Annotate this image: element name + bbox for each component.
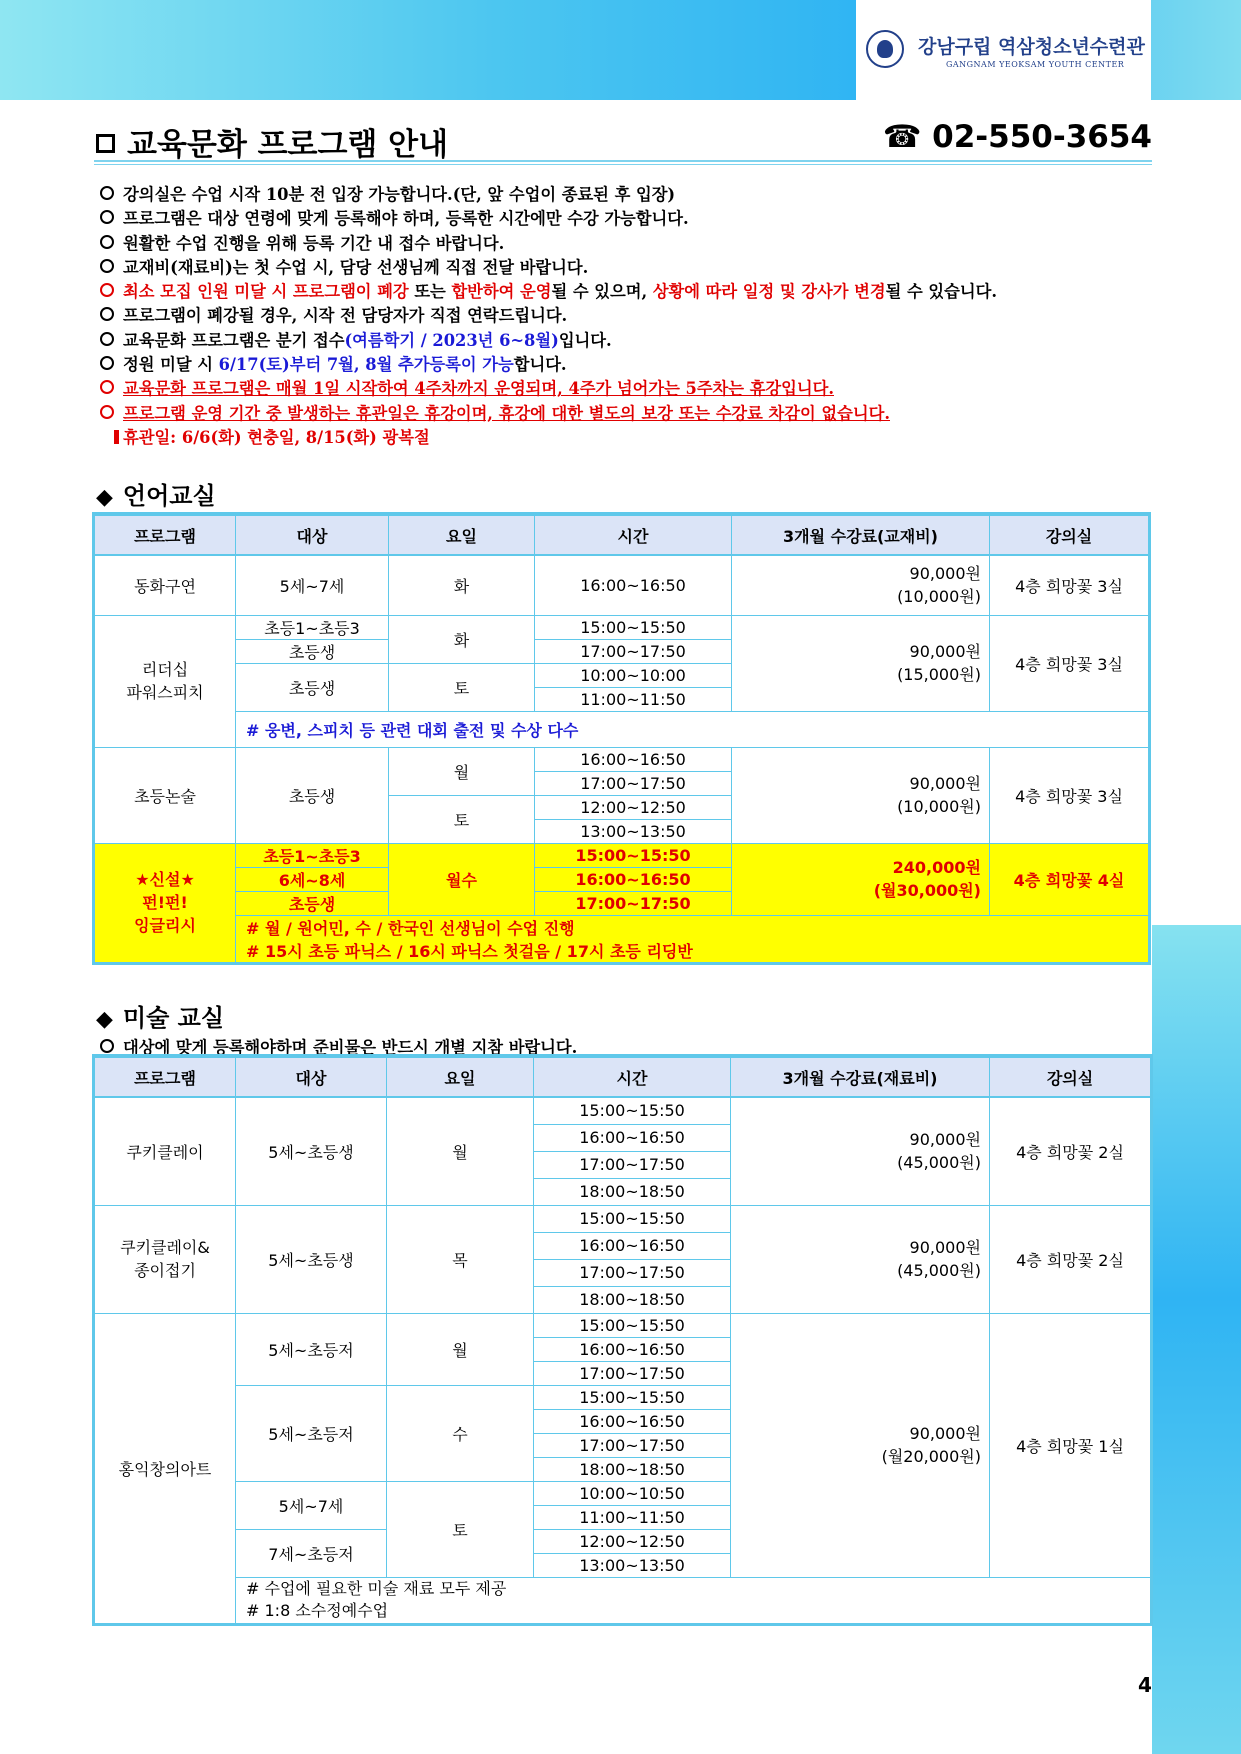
notice-text: 정원 미달 시: [123, 355, 219, 375]
circle-bullet-icon: [100, 259, 114, 273]
room: 4층 희망꽃 3실: [990, 747, 1149, 843]
column-header: 강의실: [990, 515, 1149, 555]
circle-bullet-icon: [100, 332, 114, 346]
fee: 90,000원: [909, 774, 981, 793]
table-row: [95, 711, 1149, 747]
time: 15:00~15:50: [534, 1385, 731, 1409]
note-line: # 1:8 소수정예수업: [246, 1601, 389, 1620]
column-header: 강의실: [990, 1057, 1151, 1097]
divider: [94, 164, 1152, 165]
notice-item: [100, 353, 1150, 377]
circle-bullet-icon: [100, 235, 114, 249]
notice-text: 입니다.: [558, 330, 612, 350]
notice-item: [100, 402, 1150, 426]
program-name: 쿠키클레이& 종이접기: [95, 1205, 236, 1313]
column-header: 3개월 수강료(교재비): [732, 515, 990, 555]
notice-text: 최소 모집 인원 미달 시 프로그램이 폐강: [123, 282, 409, 302]
day: 토: [387, 1481, 534, 1577]
table-row: [95, 555, 1149, 615]
time: 12:00~12:50: [535, 795, 732, 819]
section-heading-art: [96, 998, 224, 1033]
circle-bullet-icon: [100, 356, 114, 370]
time: 15:00~15:50: [534, 1313, 731, 1337]
day: 월수: [389, 843, 535, 915]
program-name: 동화구연: [95, 555, 236, 615]
column-header: 요일: [387, 1057, 534, 1097]
target: 초등생: [236, 639, 389, 663]
target: 5세~초등생: [236, 1097, 387, 1205]
target: 5세~7세: [236, 1481, 387, 1529]
page-title: [96, 119, 448, 164]
table-row: [95, 1313, 1151, 1337]
time: 17:00~17:50: [534, 1259, 731, 1286]
day: 월: [387, 1097, 534, 1205]
fee: 90,000원: [909, 1238, 981, 1257]
target: 초등1~초등3: [236, 843, 389, 867]
day: 월: [387, 1313, 534, 1385]
note-line: # 수업에 필요한 미술 재료 모두 제공: [246, 1579, 507, 1598]
notice-text: (여름학기 / 2023년 6~8월): [344, 330, 559, 350]
notice-text: 상황에 따라 일정 및 강사가 변경: [652, 282, 886, 302]
notice-text: 또는: [408, 282, 452, 302]
notice-text: 프로그램이 폐강될 경우, 시작 전 담당자가 직접 연락드립니다.: [123, 306, 568, 326]
time: 17:00~17:50: [534, 1433, 731, 1457]
time: 18:00~18:50: [534, 1286, 731, 1313]
holiday-notice: [100, 426, 1150, 450]
notice-text: 합니다.: [513, 355, 567, 375]
target: 7세~초등저: [236, 1529, 387, 1577]
notice-text: 합반하여 운영: [451, 282, 552, 302]
target: 초등생: [236, 663, 389, 711]
column-header: 3개월 수강료(재료비): [731, 1057, 990, 1097]
diamond-icon: ◆: [96, 1007, 113, 1032]
fee-cell: [731, 1097, 990, 1205]
time: 13:00~13:50: [534, 1553, 731, 1577]
fee: 90,000원: [909, 1130, 981, 1150]
column-header: 요일: [389, 515, 535, 555]
notice-item: [100, 304, 1150, 328]
notice-item: [100, 280, 1150, 304]
time: 12:00~12:50: [534, 1529, 731, 1553]
time: 13:00~13:50: [535, 819, 732, 843]
material-fee: (15,000원): [897, 665, 981, 684]
notice-item: [100, 329, 1150, 353]
checkbox-icon: [96, 134, 115, 153]
notice-text: 교재비(재료비)는 첫 수업 시, 담당 선생님께 직접 전달 바랍니다.: [123, 257, 589, 277]
time: 16:00~16:50: [535, 747, 732, 771]
day: 화: [389, 615, 535, 663]
material-fee: (45,000원): [897, 1153, 981, 1173]
org-name-en: GANGNAM YEOKSAM YOUTH CENTER: [946, 60, 1125, 69]
time: 17:00~17:50: [535, 639, 732, 663]
notice-item: [100, 232, 1150, 256]
column-header: 대상: [236, 515, 389, 555]
circle-bullet-icon: [100, 1039, 114, 1053]
notice-text: 강의실은 수업 시작 10분 전 입장 가능합니다.(단, 앞 수업이 종료된 후 입장): [123, 185, 676, 204]
section-heading-language: [96, 476, 216, 511]
time: 15:00~15:50: [534, 1205, 731, 1232]
day: 수: [387, 1385, 534, 1481]
notice-item: [100, 207, 1150, 231]
divider: [94, 160, 1152, 162]
art-table: [94, 1056, 1151, 1624]
circle-bullet-icon: [100, 405, 114, 419]
time: 18:00~18:50: [534, 1457, 731, 1481]
circle-bullet-icon: [100, 380, 114, 394]
target: 초등생: [236, 747, 389, 843]
target: 5세~초등생: [236, 1205, 387, 1313]
column-header: 프로그램: [95, 1057, 236, 1097]
notice-list: [100, 183, 1150, 450]
program-name: 리더십 파워스피치: [95, 615, 236, 747]
notice-text: 교육문화 프로그램은 매월 1일 시작하여 4주차까지 운영되며, 4주가 넘어가는 5주차는 휴강입니다.: [123, 379, 834, 399]
table-row: [95, 1097, 1151, 1124]
section-title: 미술 교실: [122, 1004, 225, 1032]
table-row: [95, 615, 1149, 639]
target: 6세~8세: [236, 867, 389, 891]
room: 4층 희망꽃 3실: [990, 615, 1149, 711]
target: 5세~초등저: [236, 1313, 387, 1385]
notice-text: 프로그램은 대상 연령에 맞게 등록해야 하며, 등록한 시간에만 수강 가능합니다.: [123, 209, 689, 229]
notice-item: [100, 183, 1150, 207]
side-band: [1152, 925, 1241, 1754]
column-header: 시간: [535, 515, 732, 555]
circle-bullet-icon: [100, 186, 114, 200]
room: 4층 희망꽃 3실: [990, 555, 1149, 615]
fee: 240,000원: [892, 858, 981, 877]
day: 토: [389, 663, 535, 711]
program-note: # 월 / 원어민, 수 / 한국인 선생님이 수업 진행: [236, 915, 1149, 939]
notice-text: 교육문화 프로그램은 분기 접수: [123, 330, 345, 350]
time: 17:00~17:50: [534, 1361, 731, 1385]
fee-cell: [732, 747, 990, 843]
time: 11:00~11:50: [534, 1505, 731, 1529]
target: 초등1~초등3: [236, 615, 389, 639]
room: 4층 희망꽃 4실: [990, 843, 1149, 915]
column-header: 시간: [534, 1057, 731, 1097]
time: 16:00~16:50: [535, 867, 732, 891]
material-fee: (10,000원): [897, 797, 981, 816]
seal-icon: [866, 30, 904, 68]
room: 4층 희망꽃 2실: [990, 1205, 1151, 1313]
program-name: 홍익창의아트: [95, 1313, 236, 1623]
circle-bullet-icon: [100, 283, 114, 297]
time: 15:00~15:50: [535, 843, 732, 867]
time: 16:00~16:50: [534, 1232, 731, 1259]
table-row: [95, 747, 1149, 771]
column-header: 대상: [236, 1057, 387, 1097]
time: 10:00~10:50: [534, 1481, 731, 1505]
time: 10:00~10:00: [535, 663, 732, 687]
table-row: [95, 939, 1149, 963]
program-name: ★신설★ 펀!펀! 잉글리시: [95, 843, 236, 962]
circle-bullet-icon: [100, 210, 114, 224]
program-name: 초등논술: [95, 747, 236, 843]
fee: 90,000원: [909, 564, 981, 584]
material-fee: (45,000원): [897, 1261, 981, 1280]
notice-text: 될 수 있습니다.: [885, 282, 997, 302]
fee-cell: [732, 843, 990, 915]
fee: 90,000원: [909, 642, 981, 661]
material-fee: (월20,000원): [881, 1447, 981, 1466]
fee-cell: [731, 1205, 990, 1313]
notice-item: [100, 377, 1150, 401]
program-note: # 15시 초등 파닉스 / 16시 파닉스 첫걸음 / 17시 초등 리딩반: [236, 939, 1149, 963]
day: 월: [389, 747, 535, 795]
table-row: [95, 1577, 1151, 1623]
fee: 90,000원: [909, 1424, 981, 1443]
circle-bullet-icon: [100, 307, 114, 321]
target: 5세~초등저: [236, 1385, 387, 1481]
time: 16:00~16:50: [535, 555, 732, 615]
column-header: 프로그램: [95, 515, 236, 555]
time: 15:00~15:50: [535, 615, 732, 639]
day: 화: [389, 555, 535, 615]
table-row: [95, 843, 1149, 867]
logo: [856, 0, 1151, 100]
time: 16:00~16:50: [534, 1409, 731, 1433]
material-fee: (10,000원): [897, 587, 981, 607]
room: 4층 희망꽃 2실: [990, 1097, 1151, 1205]
time: 17:00~17:50: [535, 891, 732, 915]
table-row: [95, 1205, 1151, 1232]
holiday-text: 휴관일: 6/6(화) 현충일, 8/15(화) 광복절: [123, 427, 430, 447]
section-title: 언어교실: [122, 482, 216, 510]
material-fee: (월30,000원): [873, 881, 981, 900]
time: 18:00~18:50: [534, 1178, 731, 1205]
target: 5세~7세: [236, 555, 389, 615]
program-note: [236, 1577, 1151, 1623]
program-name: 쿠키클레이: [95, 1097, 236, 1205]
notice-text: 원활한 수업 진행을 위해 등록 기간 내 접수 바랍니다.: [123, 233, 505, 253]
time: 16:00~16:50: [534, 1124, 731, 1151]
day: 목: [387, 1205, 534, 1313]
table-row: [95, 915, 1149, 939]
diamond-icon: ◆: [96, 485, 113, 510]
org-name-ko: 강남구립 역삼청소년수련관: [918, 36, 1145, 58]
page-number: 4: [1138, 1673, 1152, 1697]
time: 17:00~17:50: [535, 771, 732, 795]
fee-cell: [731, 1313, 990, 1577]
notice-text: 6/17(토)부터 7월, 8월 추가등록이 가능: [218, 355, 514, 375]
day: 토: [389, 795, 535, 843]
notice-text: 프로그램 운영 기간 중 발생하는 휴관일은 휴강이며, 휴강에 대한 별도의 보강 또는 수강료 차감이 없습니다.: [123, 403, 890, 423]
fee-cell: [732, 555, 990, 615]
notice-text: 대상에 맞게 등록해야하며 준비물은 반드시 개별 지참 바랍니다.: [123, 1038, 578, 1057]
time: 17:00~17:50: [534, 1151, 731, 1178]
time: 11:00~11:50: [535, 687, 732, 711]
time: 15:00~15:50: [534, 1097, 731, 1124]
notice-item: [100, 256, 1150, 280]
program-note: # 웅변, 스피치 등 관련 대회 출전 및 수상 다수: [236, 711, 1149, 747]
room: 4층 희망꽃 1실: [990, 1313, 1151, 1577]
page-title-text: 교육문화 프로그램 안내: [127, 127, 449, 163]
bar-bullet-icon: [114, 430, 119, 444]
time: 16:00~16:50: [534, 1337, 731, 1361]
notice-text: 될 수 있으며,: [551, 282, 653, 302]
fee-cell: [732, 615, 990, 711]
art-notice: [100, 1034, 577, 1058]
phone-number: ☎ 02-550-3654: [882, 119, 1152, 155]
language-table: [94, 514, 1149, 963]
target: 초등생: [236, 891, 389, 915]
